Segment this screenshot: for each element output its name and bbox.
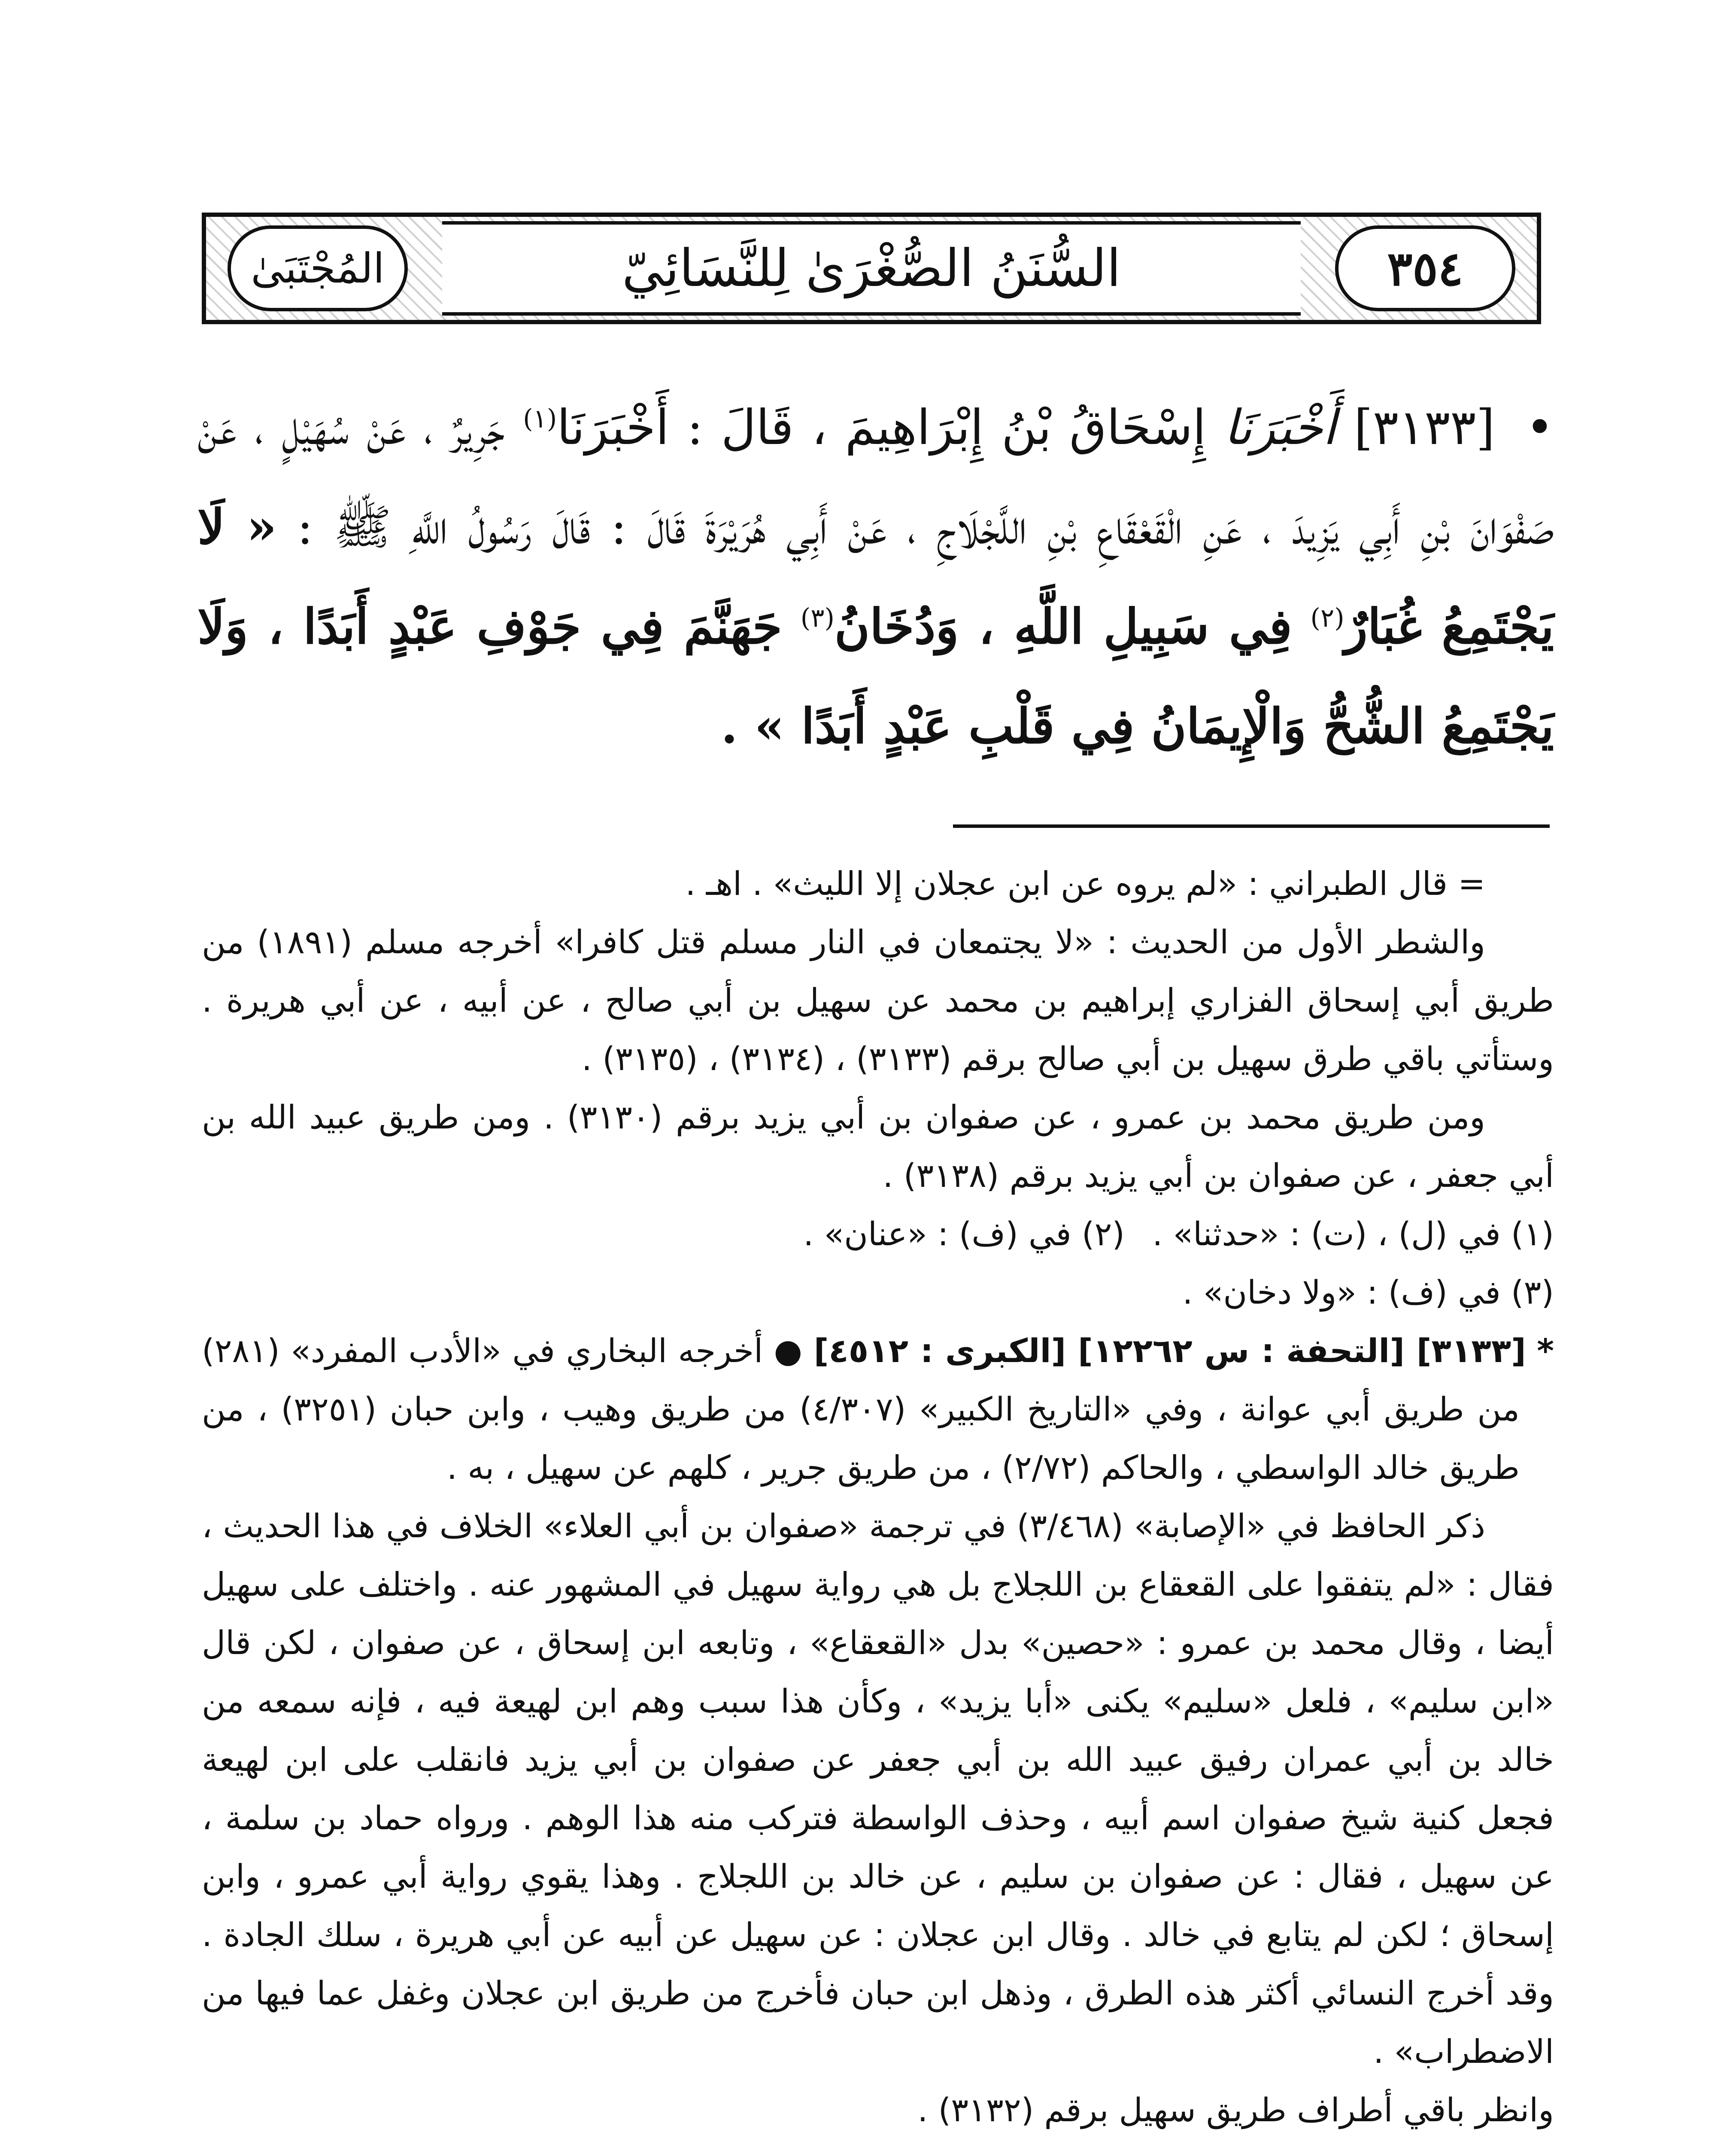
continuation-mark: = [1458,864,1485,903]
final-reference: وانظر باقي أطراف طريق سهيل برقم (٣١٣٢) . [917,2091,1554,2129]
takhrij-star: * [1537,1332,1554,1370]
volume-label-badge [228,225,408,311]
footnote-row-1-2 [202,1205,1554,1263]
note-paragraph-2: ومن طريق محمد بن عمرو ، عن صفوان بن أبي يزيد برقم (٣١٣٠) . ومن طريق عبيد الله بن أبي جعفر ، عن صفوان بن أبي يزيد برقم (٣١٣٨) . [202,1098,1554,1195]
akhbarana-word: أَخْبَرَنَا [1224,400,1336,456]
page-number: ٣٥٤ [1387,240,1463,296]
book-title: السُّنَنُ الصُّغْرَىٰ لِلنَّسَائِيّ [622,238,1121,298]
footnote-ref-1: (١) [523,404,557,434]
footnote-1: (١) في (ل) ، (ت) : «حدثنا» . [1152,1215,1554,1253]
hadith-text [197,378,1554,776]
volume-label: المُجْتَبَىٰ [251,244,385,292]
takhrij-heading: [٣١٣٣] [التحفة : س ١٢٢٦٢] [الكبرى : ٤٥١٢] [813,1332,1526,1370]
matn-part-2: فِي سَبِيلِ اللَّهِ ، وَدُخَانُ [834,599,1292,655]
page-number-badge [1335,225,1515,311]
footnotes-section [202,855,1554,2139]
footnote-divider [953,824,1550,828]
hafiz-paragraph: ذكر الحافظ في «الإصابة» (٣/٤٦٨) في ترجمة «صفوان بن أبي العلاء» الخلاف في هذا الحديث ، فقال : «لم يتفقوا على القعقاع بن اللجلاج بل هي رواية سهيل في المشهور عنه . واختلف على سهيل أيضا ، وقال محمد بن عمرو : «حصين» بدل «القعقاع» ، وتابعه ابن إسحاق ، عن صفوان ، لكن قال «ابن سليم» ، فلعل «سليم» يكنى «أبا يزيد» ، وكأن هذا سبب وهم ابن لهيعة فيه ، فإنه سمعه من خالد بن أبي عمران رفيق عبيد الله بن أبي جعفر عن صفوان بن أبي يزيد فانقلب على ابن لهيعة فجعل كنية شيخ صفوان اسم أبيه ، وحذف الواسطة فتركب منه هذا الوهم . ورواه حماد بن سلمة ، عن سهيل ، فقال : عن صفوان بن سليم ، عن خالد بن اللجلاج . وهذا يقوي رواية أبي عمرو ، وابن إسحاق ؛ لكن لم يتابع في خالد . وقال ابن عجلان : عن سهيل عن أبيه عن أبي هريرة ، سلك الجادة . وقد أخرج النسائي أكثر هذه الطرق ، وذهل ابن حبان فأخرج من طريق ابن عجلان وغفل عما فيها من الاضطراب» . [202,1507,1554,2071]
takhrij-paragraph [202,1322,1554,1497]
note-paragraph-1: والشطر الأول من الحديث : «لا يجتمعان في النار مسلم قتل كافرا» أخرجه مسلم (١٨٩١) من طريق أبي إسحاق الفزاري إبراهيم بن محمد عن سهيل بن أبي صالح ، عن أبيه ، عن أبي هريرة . وستأتي باقي طرق سهيل بن أبي صالح برقم (٣١٣٣) ، (٣١٣٤) ، (٣١٣٥) . [202,923,1554,1078]
hadith-bullet: • [1525,400,1554,456]
footnote-ref-2: (٢) [1310,603,1344,633]
matn-part-1: « لَا يَجْتَمِعُ غُبَارٌ [197,499,1554,655]
footnote-2: (٢) في (ف) : «عنان» . [803,1215,1125,1253]
note-tabarani-text: قال الطبراني : «لم يروه عن ابن عجلان إلا الليث» . اهـ . [685,864,1448,903]
footnote-ref-3: (٣) [800,603,835,633]
isnad-part-1: إِسْحَاقُ بْنُ إِبْرَاهِيمَ ، قَالَ : أَخْبَرَنَا [557,400,1206,456]
footnote-3: (٣) في (ف) : «ولا دخان» . [1182,1273,1554,1311]
note-tabarani [202,855,1554,913]
takhrij-body: ● أخرجه البخاري في «الأدب المفرد» (٢٨١) من طريق أبي عوانة ، وفي «التاريخ الكبير» (٤/٣٠٧) من طريق وهيب ، وابن حبان (٣٢٥١) ، من طريق خالد الواسطي ، والحاكم (٢/٧٢) ، من طريق جرير ، كلهم عن سهيل ، به . [202,1332,1520,1487]
matn-part-3: جَهَنَّمَ فِي جَوْفِ عَبْدٍ أَبَدًا ، وَلَا يَجْتَمِعُ الشُّحُّ وَالْإِيمَانُ فِي قَلْبِ عَبْدٍ أَبَدًا » . [197,599,1554,754]
hadith-number: [٣١٣٣] [1354,400,1495,456]
header-title-box [442,221,1301,316]
page-header [202,213,1541,324]
isnad-part-2: جَرِيرٌ ، عَنْ سُهَيْلٍ ، عَنْ صَفْوَانَ بْنِ أَبِي يَزِيدَ ، عَنِ الْقَعْقَاعِ بْنِ اللَّجْلَاجِ ، عَنْ أَبِي هُرَيْرَةَ قَالَ : قَالَ رَسُولُ اللَّهِ ﷺ : [197,400,1554,555]
